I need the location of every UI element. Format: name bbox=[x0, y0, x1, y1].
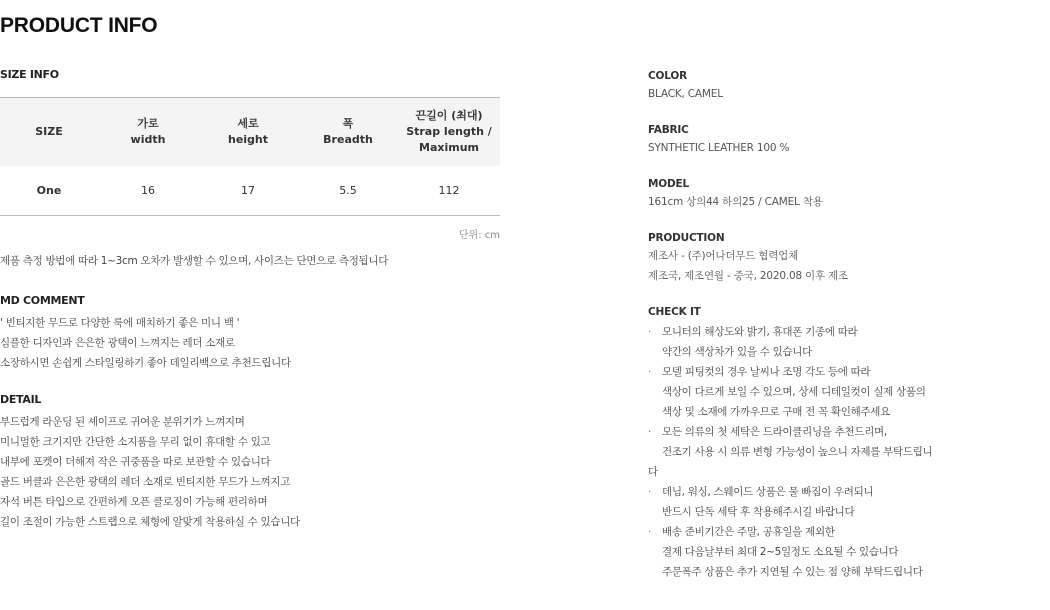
md-comment-line: ' 빈티지한 무드로 다양한 룩에 매치하기 좋은 미니 백 ' bbox=[0, 317, 240, 329]
color-value: BLACK, CAMEL bbox=[648, 88, 723, 100]
check-it-section bbox=[648, 306, 948, 582]
bullet-icon: · bbox=[648, 426, 652, 438]
detail-line: 미니멀한 크기지만 간단한 소지품을 무리 없이 휴대할 수 있고 bbox=[0, 436, 271, 448]
measurement-note: 제품 측정 방법에 따라 1~3cm 오차가 발생할 수 있으며, 사이즈는 단면으로 측정됩니다 bbox=[0, 255, 389, 267]
production-label: PRODUCTION bbox=[648, 232, 725, 244]
model-label: MODEL bbox=[648, 178, 689, 190]
check-line: 모니터의 해상도와 밝기, 휴대폰 기종에 따라 bbox=[662, 326, 858, 338]
detail-section bbox=[0, 393, 500, 532]
height-cell: 17 bbox=[241, 183, 255, 197]
table-row bbox=[0, 166, 500, 216]
unit-note: 단위: cm bbox=[458, 230, 500, 241]
check-line: 색상 및 소재에 가까우므로 구매 전 꼭 확인해주세요 bbox=[662, 406, 890, 418]
strap-length-header: 끈길이 (최대) Strap length / Maximum bbox=[398, 98, 500, 166]
production-line: 제조사 - (주)어나더무드 협력업체 bbox=[648, 250, 799, 262]
check-it-list bbox=[648, 322, 948, 582]
md-comment-line: 소장하시면 손쉽게 스타일링하기 좋아 데일리백으로 추천드립니다 bbox=[0, 357, 291, 369]
size-table bbox=[0, 97, 500, 216]
detail-line: 부드럽게 라운딩 된 셰이프로 귀여운 분위기가 느껴지며 bbox=[0, 416, 245, 428]
check-line: 데님, 워싱, 스웨이드 상품은 물 빠짐이 우려되니 bbox=[662, 486, 874, 498]
bullet-icon: · bbox=[648, 526, 652, 538]
check-line: 건조기 사용 시 의류 변형 가능성이 높으니 자제를 부탁드립니 bbox=[662, 446, 933, 458]
width-cell: 16 bbox=[141, 183, 155, 197]
check-line: 모든 의류의 첫 세탁은 드라이클리닝을 추천드리며, bbox=[662, 426, 887, 438]
size-header: SIZE bbox=[0, 98, 98, 166]
breadth-cell: 5.5 bbox=[339, 183, 357, 197]
bullet-icon: · bbox=[648, 486, 652, 498]
list-item bbox=[648, 322, 948, 362]
size-cell: One bbox=[36, 183, 62, 197]
check-line: 모델 피팅컷의 경우 날씨나 조명 각도 등에 따라 bbox=[662, 366, 871, 378]
detail-label: DETAIL bbox=[0, 393, 42, 406]
check-line: 결제 다음날부터 최대 2~5일정도 소요될 수 있습니다 bbox=[662, 546, 899, 558]
width-header: 가로 width bbox=[98, 98, 198, 166]
size-info-label: SIZE INFO bbox=[0, 68, 59, 81]
check-line: 배송 준비기간은 주말, 공휴일을 제외한 bbox=[662, 526, 835, 538]
detail-line: 길이 조절이 가능한 스트랩으로 체형에 알맞게 착용하실 수 있습니다 bbox=[0, 516, 300, 528]
check-line: 약간의 색상차가 있을 수 있습니다 bbox=[662, 346, 812, 358]
check-line: 주문폭주 상품은 추가 지연될 수 있는 점 양해 부탁드립니다 bbox=[662, 566, 923, 578]
model-value: 161cm 상의44 하의25 / CAMEL 착용 bbox=[648, 196, 823, 208]
list-item bbox=[648, 362, 948, 422]
color-label: COLOR bbox=[648, 70, 687, 82]
md-comment-label: MD COMMENT bbox=[0, 294, 85, 307]
right-column bbox=[648, 70, 948, 602]
model-section bbox=[648, 178, 948, 212]
check-line: 다 bbox=[648, 466, 658, 478]
production-section bbox=[648, 232, 948, 286]
check-line: 색상이 다르게 보일 수 있으며, 상세 디테일컷이 실제 상품의 bbox=[662, 386, 926, 398]
check-line: 반드시 단독 세탁 후 착용해주시길 바랍니다 bbox=[662, 506, 855, 518]
list-item bbox=[648, 522, 948, 582]
list-item bbox=[648, 422, 948, 482]
height-header: 세로 height bbox=[198, 98, 298, 166]
color-section bbox=[648, 70, 948, 104]
md-comment-line: 심플한 디자인과 은은한 광택이 느껴지는 레더 소재로 bbox=[0, 337, 235, 349]
fabric-label: FABRIC bbox=[648, 124, 689, 136]
size-table-header-row bbox=[0, 98, 500, 166]
page-title: PRODUCT INFO bbox=[0, 14, 158, 37]
strap-length-cell: 112 bbox=[438, 183, 460, 197]
bullet-icon: · bbox=[648, 326, 652, 338]
production-line: 제조국, 제조연월 - 중국, 2020.08 이후 제조 bbox=[648, 270, 848, 282]
bullet-icon: · bbox=[648, 366, 652, 378]
breadth-header: 폭 Breadth bbox=[298, 98, 398, 166]
fabric-section bbox=[648, 124, 948, 158]
check-it-label: CHECK IT bbox=[648, 306, 701, 318]
list-item bbox=[648, 482, 948, 522]
left-column bbox=[0, 68, 500, 532]
detail-line: 내부에 포켓이 더해져 작은 귀중품을 따로 보관할 수 있습니다 bbox=[0, 456, 271, 468]
detail-line: 골드 버클과 은은한 광택의 레더 소재로 빈티지한 무드가 느껴지고 bbox=[0, 476, 291, 488]
detail-line: 자석 버튼 타입으로 간편하게 오픈 클로징이 가능해 편리하며 bbox=[0, 496, 268, 508]
md-comment-section bbox=[0, 294, 500, 373]
fabric-value: SYNTHETIC LEATHER 100 % bbox=[648, 142, 790, 154]
